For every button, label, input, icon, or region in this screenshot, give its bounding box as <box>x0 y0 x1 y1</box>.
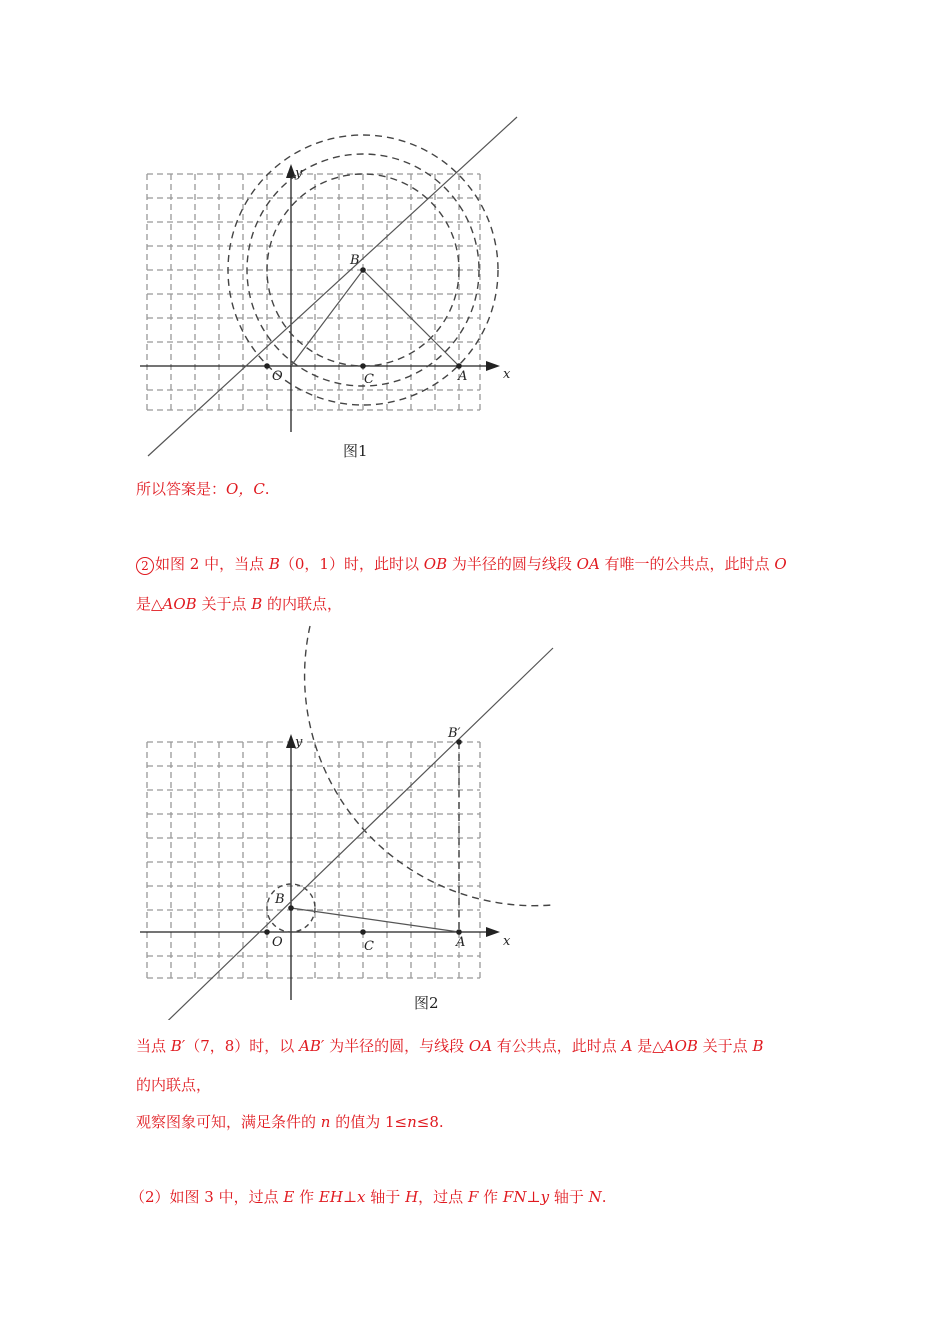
figure-2-caption: 图2 <box>414 994 439 1012</box>
label-y: y <box>295 166 303 181</box>
figure-1-caption: 图1 <box>343 442 368 460</box>
point-b <box>288 905 294 911</box>
label-a: A <box>456 935 466 950</box>
label-c: C <box>364 939 374 954</box>
part3-line1: 当点 B′（7，8）时，以 AB′ 为半径的圆，与线段 OA 有公共点，此时点 A 是△AOB 关于点 B <box>136 1037 764 1055</box>
part2-line1: 2 如图 2 中，当点 B（0，1）时，此时以 OB 为半径的圆与线段 OA 有唯一的公共点，此时点 O <box>136 554 787 575</box>
label-x: x <box>503 367 511 382</box>
point-o <box>264 929 270 935</box>
answer-line: 所以答案是：O，C. <box>136 480 270 498</box>
circled-number: 2 <box>136 557 154 575</box>
line-y-equals-x-plus-1 <box>148 648 553 1020</box>
label-o: O <box>272 935 283 950</box>
label-a: A <box>458 369 468 384</box>
part3-line3: 观察图象可知，满足条件的 n 的值为 1≤n≤8. <box>136 1113 444 1131</box>
label-o: O <box>272 369 283 384</box>
label-b: B <box>350 253 360 268</box>
part2-line2: 是△AOB 关于点 B 的内联点， <box>136 595 343 613</box>
label-x: x <box>503 934 511 949</box>
x-axis-arrow <box>486 927 500 937</box>
axes-2 <box>140 740 492 1000</box>
grid-2 <box>147 742 480 978</box>
part3-line2: 的内联点， <box>136 1076 212 1094</box>
segment-ba <box>291 908 459 932</box>
part4-line: （2）如图 3 中，过点 E 作 EH⊥x 轴于 H，过点 F 作 FN⊥y 轴于 N. <box>130 1188 607 1206</box>
label-c: C <box>364 372 374 387</box>
label-y: y <box>295 735 303 750</box>
point-c <box>360 929 366 935</box>
point-a <box>456 929 462 935</box>
label-b: B <box>275 892 285 907</box>
label-bprime: B′ <box>448 726 461 741</box>
